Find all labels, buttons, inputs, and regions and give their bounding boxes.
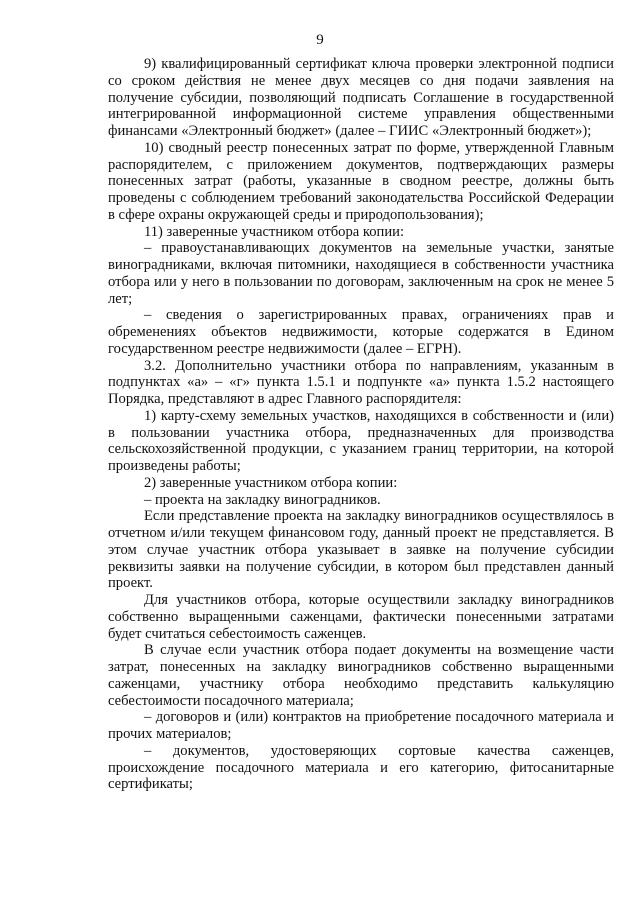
paragraph-contracts: – договоров и (или) контрактов на приобретение посадочного материала и прочих материалов; [108, 709, 614, 742]
paragraph-certified-copies: 2) заверенные участником отбора копии: [144, 474, 398, 491]
paragraph-vineyard-project: – проекта на закладку виноградников. [144, 491, 381, 508]
paragraph-section-3-2: 3.2. Дополнительно участники отбора по направлениям, указанным в подпунктах «а» – «г» пункта 1.5.1 и подпункте «а» пункта 1.5.2 настоящего Порядка, представляют в адрес Главного распорядителя: [108, 357, 614, 407]
document-body [108, 56, 614, 793]
paragraph-project-submission: Если представление проекта на закладку виноградников осуществлялось в отчетном и/или текущем финансовом году, данный проект не представляется. В этом случае участник отбора указывает в заявке на получение субсидии реквизиты заявки на получение субсидии, в котором был представлен данный проект. [108, 508, 614, 592]
paragraph-egrn-info: – сведения о зарегистрированных правах, ограничениях прав и обременениях объектов недвижимости, которые содержатся в Едином государственном реестре недвижимости (далее – ЕГРН). [108, 307, 614, 357]
paragraph-item-11: 11) заверенные участником отбора копии: [144, 223, 405, 240]
paragraph-own-seedlings: Для участников отбора, которые осуществили закладку виноградников собственно выращенными саженцами, фактически понесенными затратами будет считаться себестоимость саженцев. [108, 592, 614, 642]
paragraph-item-10: 10) сводный реестр понесенных затрат по форме, утвержденной Главным распорядителем, с приложением документов, подтверждающих размеры понесенных затрат (работы, указанные в сводном реестре, должны быть проведены с соблюдением требований законодательства Российской Федерации в сфере охраны окружающей среды и природопользования); [108, 139, 614, 223]
paragraph-map-scheme: 1) карту-схему земельных участков, находящихся в собственности и (или) в пользовании участника отбора, предназначенных для производства сельскохозяйственной продукции, с указанием границ территории, на которой произведены работы; [108, 407, 614, 474]
paragraph-certificates: – документов, удостоверяющих сортовые качества саженцев, происхождение посадочного материала и его категорию, фитосанитарные сертификаты; [108, 742, 614, 793]
paragraph-cost-calculation: В случае если участник отбора подает документы на возмещение части затрат, понесенных на закладку виноградников собственно выращенными саженцами, участнику отбора необходимо представить калькуляцию себестоимости посадочного материала; [108, 642, 614, 709]
page-number: 9 [316, 32, 324, 48]
paragraph-item-9: 9) квалифицированный сертификат ключа проверки электронной подписи со сроком действия не менее двух месяцев со дня подачи заявления на получение субсидии, позволяющий подписать Соглашение в государственной интегрированной информационной системе управления общественными финансами «Электронный бюджет» (далее – ГИИС «Электронный бюджет»); [108, 56, 614, 139]
paragraph-land-documents: – правоустанавливающих документов на земельные участки, занятые виноградниками, включая питомники, находящиеся в собственности участника отбора или у него в пользовании по договорам, заключенным на срок не менее 5 лет; [108, 240, 614, 307]
